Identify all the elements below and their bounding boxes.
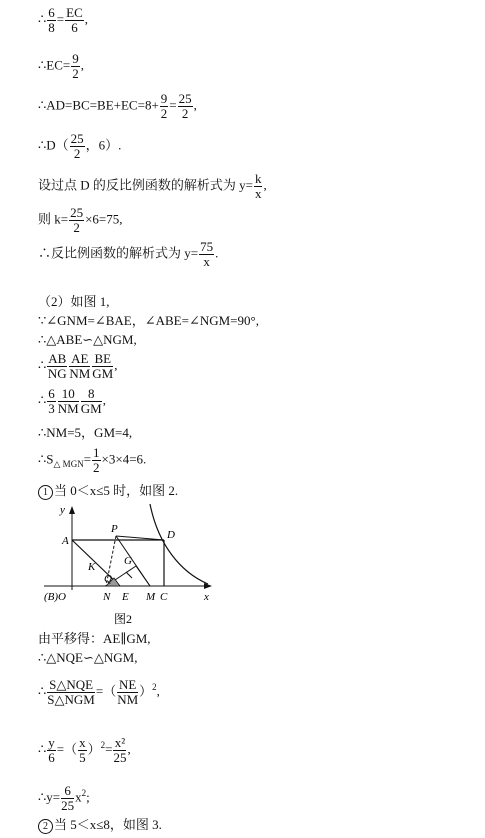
fraction: $\frac{BE}{GM}$ [92,351,114,381]
y-axis-arrow [69,506,75,514]
fraction: $\frac{NE}{NM}$ [117,677,139,707]
step-ratio-ec: ∴ $\frac{6}{8}$ = $\frac{EC}{6}$ , [38,5,88,35]
part-2-heading: （2）如图 1, [38,294,110,309]
label-p: P [111,523,118,535]
label-d: D [167,529,175,541]
label-x: x [204,591,209,603]
label-g: G [124,555,132,567]
step-ratio-sides: ∴ $\frac{AB}{NG}$ $\frac{AE}{NM}$ $\frac{BE}{GM}$ , [38,351,118,381]
label-q: Q [104,573,112,585]
fraction: $\frac{y}{6}$ [48,735,55,765]
step-k-value: 则 k= $\frac{25}{2}$ ×6=75, [38,205,123,235]
fraction: $\frac{10}{NM}$ [57,386,79,416]
step-ratio-values: ∴ $\frac{6}{3}$ $\frac{10}{NM}$ $\frac{8}{GM}$ , [38,386,106,416]
therefore-symbol: ∴ [38,11,47,27]
circled-number: 2 [38,819,53,834]
step-y-ratio: ∴ $\frac{y}{6}$ =（ $\frac{x}{5}$ ）$^2$= $\frac{\text{x²}}{25}$ , [38,735,131,765]
figure-2-diagram [40,502,215,627]
fraction: $\frac{25}{2}$ [70,205,84,235]
label-n: N [103,591,111,603]
label-y: y [60,504,65,516]
hyperbola-curve [150,504,208,584]
fraction: $\frac{\text{S△NQE}}{\text{S△NGM}}$ [47,677,95,707]
fraction: $\frac{6}{25}$ [61,783,75,813]
fraction: $\frac{8}{GM}$ [80,386,102,416]
step-ec-value: ∴EC= $\frac{9}{2}$ , [38,51,84,81]
step-similar-2: ∴△NQE∽△NGM, [38,650,138,665]
fraction: $\frac{6}{3}$ [48,386,55,416]
fraction: $\frac{75}{x}$ [200,239,214,269]
fraction: $\frac{\text{x²}}{25}$ [113,735,127,765]
step-nm-gm: ∴NM=5，GM=4, [38,425,133,440]
fraction: $\frac{1}{2}$ [93,445,100,475]
label-b-o: (B)O [44,591,66,603]
step-y-result: ∴y= $\frac{6}{25}$ $x^2$; [38,783,90,813]
step-area: $\therefore S_{\triangle MGN}=$ $\frac{1}{2}$ ×3×4=6. [38,445,147,475]
circled-number: 1 [38,485,53,500]
fraction: $\frac{6}{8}$ [48,5,55,35]
case-1-heading: 1 当 0＜x≤5 时，如图 2. [38,484,178,500]
step-area-ratio: ∴ $\frac{\text{S△NQE}}{\text{S△NGM}}$ =（ $\frac{NE}{NM}$ ）$^2$, [38,677,160,707]
step-point-d: ∴D（ $\frac{25}{2}$ ，6）. [38,131,122,161]
figure-caption: 图2 [114,612,133,626]
step-translation: 由平移得：AE∥GM, [38,631,151,646]
fraction: $\frac{k}{x}$ [254,171,262,201]
fraction: $\frac{AB}{NG}$ [47,351,67,381]
label-m: M [146,591,156,603]
segment-gm [136,566,150,586]
fraction: $\frac{EC}{6}$ [66,5,83,35]
fraction: $\frac{9}{2}$ [160,91,168,121]
step-angles: ∵∠GNM=∠BAE，∠ABE=∠NGM=90°, [38,313,259,328]
step-similar: ∴△ABE∽△NGM, [38,332,137,347]
label-e: E [122,591,129,603]
step-ad-value: ∴AD=BC=BE+EC=8+ $\frac{9}{2}$ = $\frac{25}{2}$ , [38,91,197,121]
label-k: K [88,561,96,573]
fraction: $\frac{x}{5}$ [79,735,86,765]
step-set-function: 设过点 D 的反比例函数的解析式为 y= $\frac{k}{x}$ , [38,171,267,201]
label-c: C [160,591,168,603]
right-angle-mark [126,572,132,578]
label-a: A [62,535,69,547]
fraction: $\frac{25}{2}$ [70,131,84,161]
fraction: $\frac{9}{2}$ [72,51,79,81]
step-function-result: ∴反比例函数的解析式为 y= $\frac{75}{x}$ . [38,239,219,269]
case-2-heading: 2 当 5＜x≤8，如图 3. [38,818,162,834]
fraction: $\frac{25}{2}$ [178,91,192,121]
fraction: $\frac{AE}{NM}$ [69,351,91,381]
